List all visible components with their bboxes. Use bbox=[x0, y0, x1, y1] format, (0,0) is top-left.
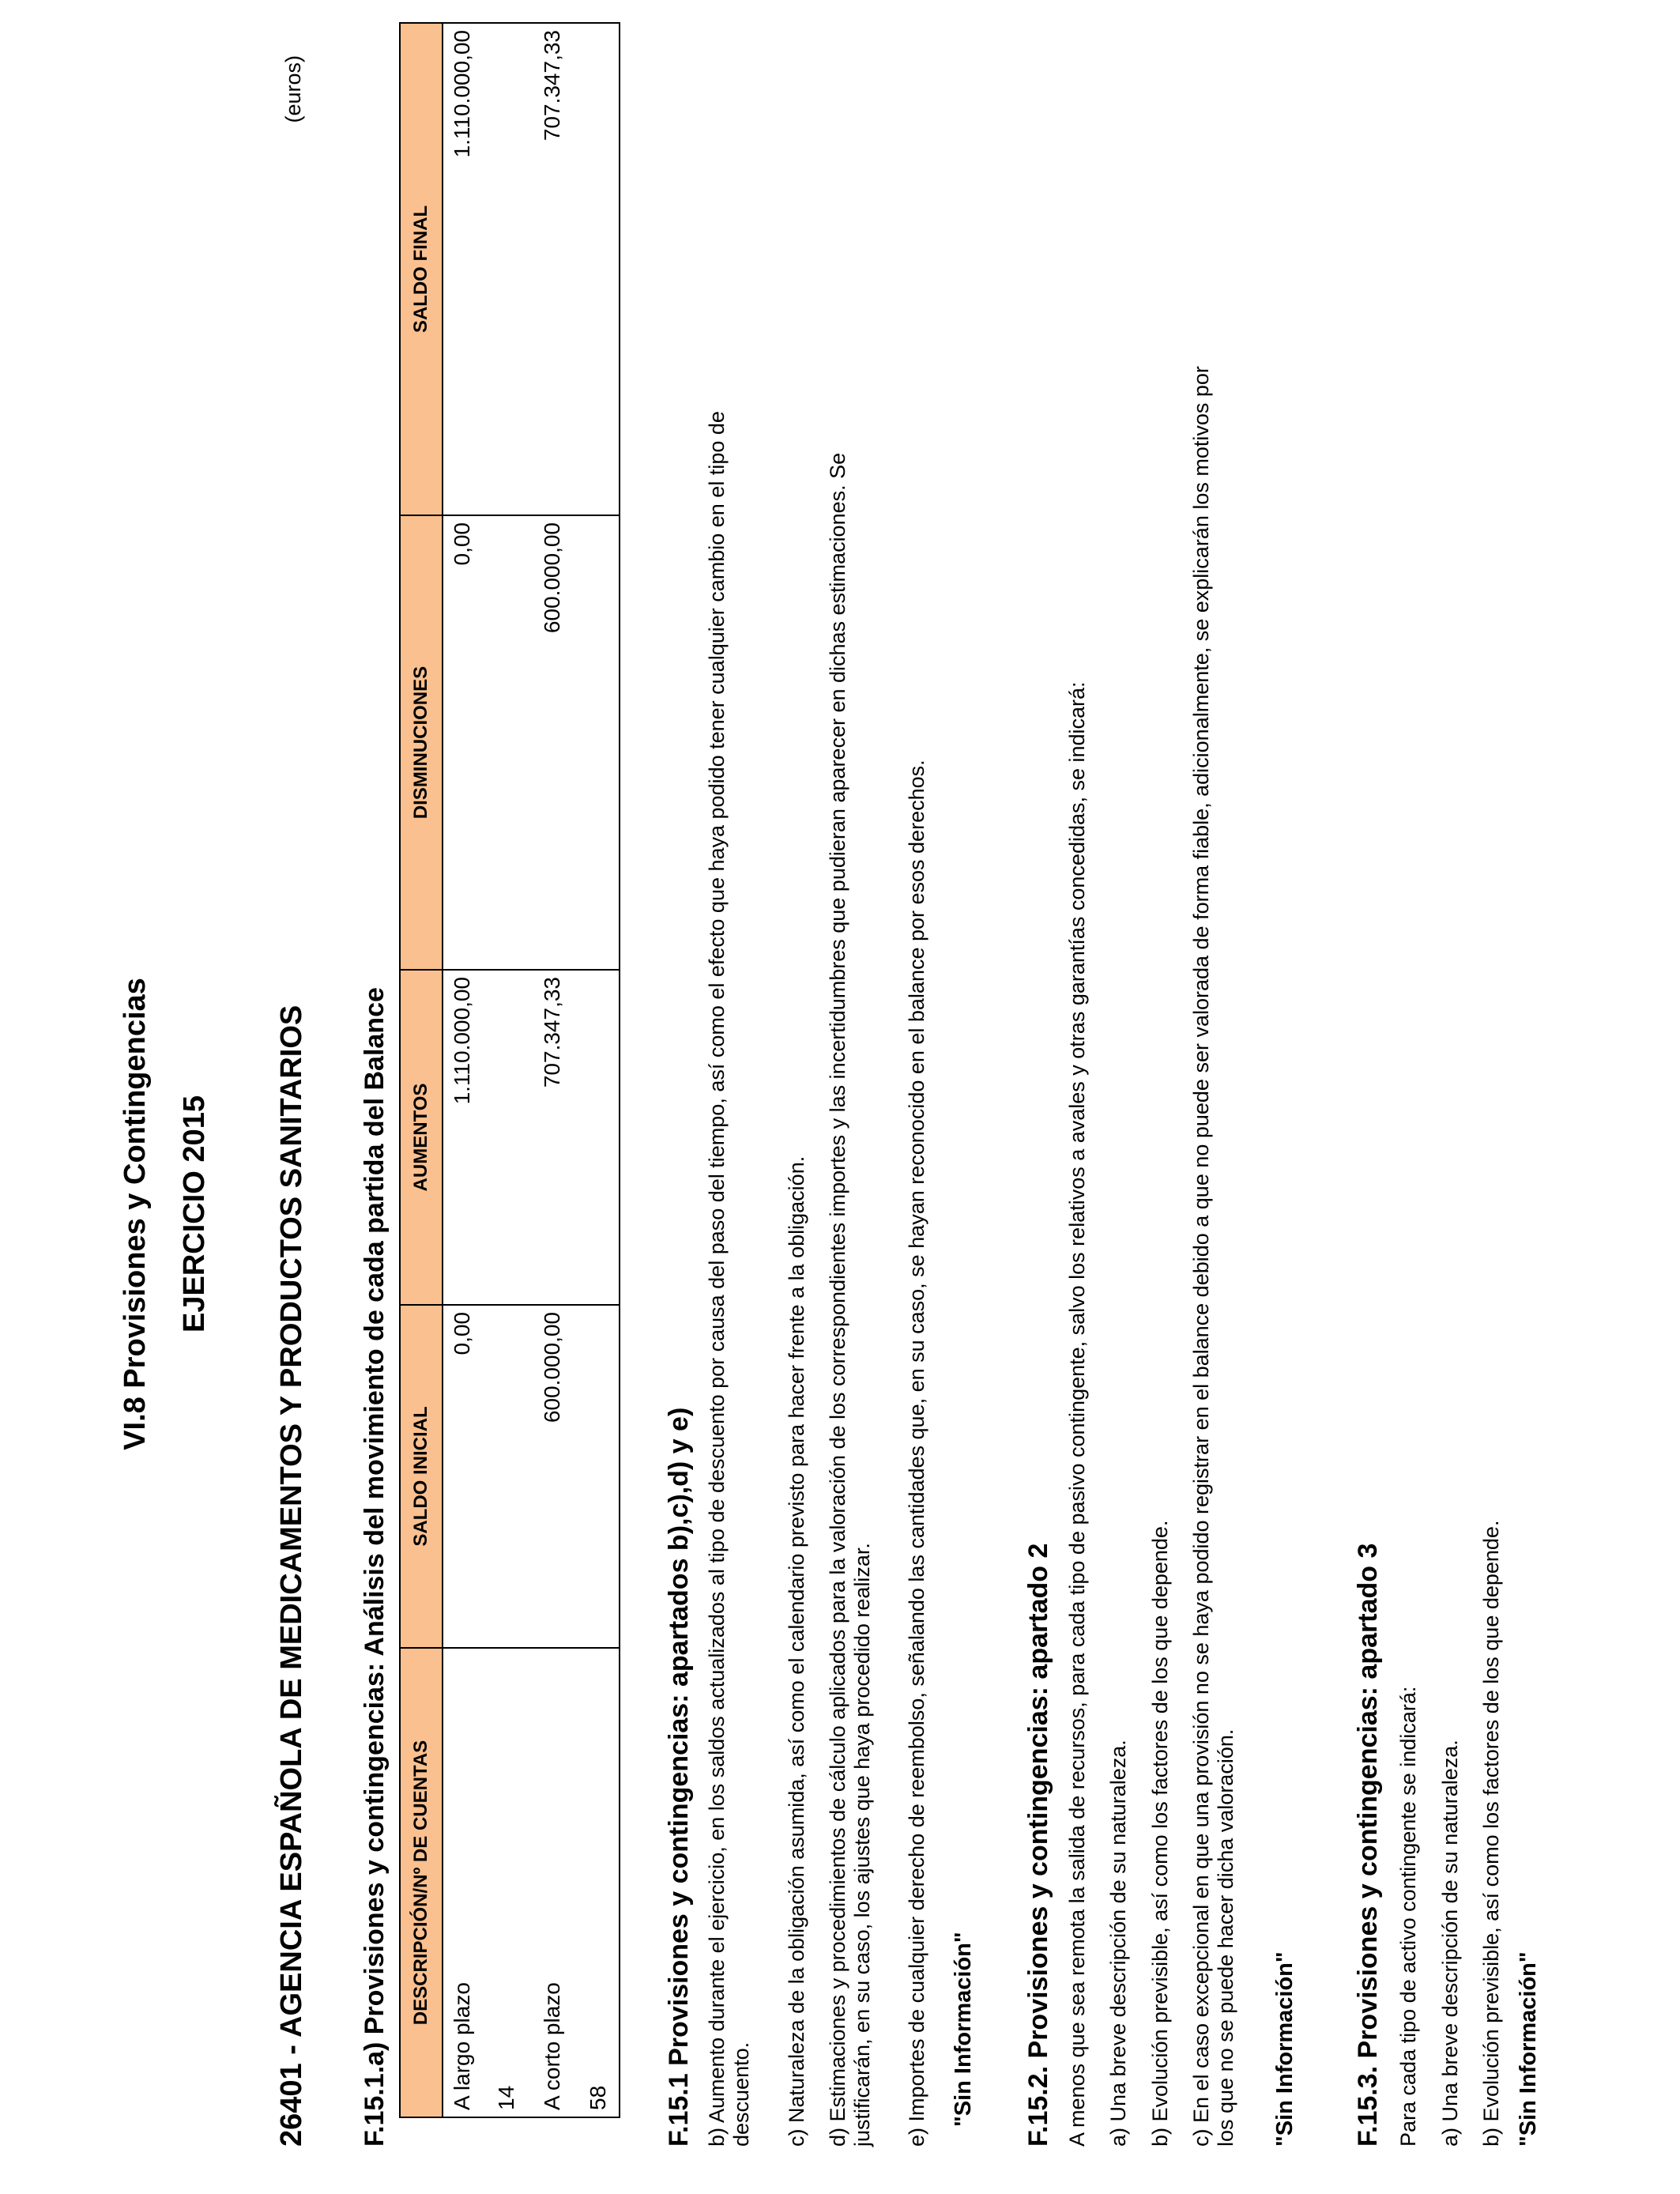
section-b-item-d bbox=[826, 453, 875, 2147]
header-descripcion: DESCRIPCIÓN/Nº DE CUENTAS bbox=[400, 1648, 443, 2117]
section-a-heading: F.15.1.a) Provisiones y contingencias: Análisis del movimiento de cada partida del Balance bbox=[360, 987, 390, 2147]
saldo-final-cell: 1.110.000,00 bbox=[443, 23, 488, 515]
saldo-inicial-cell: 0,00 bbox=[443, 1305, 488, 1648]
section-b-item-c: c) Naturaleza de la obligación asumida, así como el calendario previsto para hacer frente a la obligación. bbox=[785, 1155, 808, 2147]
table-row bbox=[578, 23, 620, 2117]
section-3-no-info: "Sin Información" bbox=[1516, 1951, 1541, 2147]
section-b-item-b bbox=[705, 411, 754, 2147]
aumentos-cell: 707.347,33 bbox=[533, 970, 578, 1305]
section-3-intro: Para cada tipo de activo contingente se indicará: bbox=[1396, 1686, 1420, 2147]
section-b-item-d-line2: justificarán, en su caso, los ajustes que haya procedido realizar. bbox=[850, 1543, 874, 2147]
section-b-item-d-line1: d) Estimaciones y procedimientos de cálculo aplicados para la valoración de los correspondientes importes y las incertidumbres que pudieran aparecer en dichas estimaciones. Se bbox=[826, 452, 849, 2147]
section-2-intro: A menos que sea remota la salida de recursos, para cada tipo de pasivo contingente, salvo los relativos a avales y otras garantías concedidas, se indicará: bbox=[1065, 681, 1089, 2147]
exercise-year: EJERCICIO 2015 bbox=[178, 1095, 211, 1333]
report-title: VI.8 Provisiones y Contingencias bbox=[119, 978, 152, 1450]
section-3-heading: F.15.3. Provisiones y contingencias: apartado 3 bbox=[1353, 1543, 1383, 2147]
section-2-heading: F.15.2. Provisiones y contingencias: apartado 2 bbox=[1023, 1543, 1053, 2147]
table-row bbox=[488, 23, 533, 2117]
section-2-item-b: b) Evolución previsible, así como los factores de los que depende. bbox=[1148, 1520, 1172, 2147]
section-2-item-c-line1: c) En el caso excepcional en que una provisión no se haya podido registrar en el balance debido a que no puede ser valorada de forma fiable, adicionalmente, se explicarán los motivos por bbox=[1189, 366, 1213, 2147]
section-2-item-a: a) Una breve descripción de su naturaleza. bbox=[1106, 1740, 1130, 2147]
header-disminuciones: DISMINUCIONES bbox=[400, 515, 443, 970]
disminuciones-cell: 600.000,00 bbox=[533, 515, 578, 970]
saldo-final-cell: 707.347,33 bbox=[533, 23, 578, 515]
section-b-no-info: "Sin Información" bbox=[951, 1932, 976, 2127]
row-description: A corto plazo bbox=[533, 1648, 578, 2117]
header-saldo-final: SALDO FINAL bbox=[400, 23, 443, 515]
table-row bbox=[443, 23, 488, 2117]
saldo-inicial-cell: 600.000,00 bbox=[533, 1305, 578, 1648]
units-label: (euros) bbox=[281, 55, 305, 123]
aumentos-cell: 1.110.000,00 bbox=[443, 970, 488, 1305]
section-b-item-b-line1: b) Aumento durante el ejercicio, en los saldos actualizados al tipo de descuento por causa del paso del tiempo, así como el efecto que haya podido tener cualquier cambio en el tipo de bbox=[705, 411, 729, 2147]
organization-name: 26401 - AGENCIA ESPAÑOLA DE MEDICAMENTOS Y PRODUCTOS SANITARIOS bbox=[275, 1005, 308, 2147]
section-3-item-b: b) Evolución previsible, así como los factores de los que depende. bbox=[1479, 1520, 1503, 2147]
section-2-item-c-line2: los que no se puede hacer dicha valoración. bbox=[1214, 1728, 1237, 2147]
section-b-item-b-line2: descuento. bbox=[729, 2041, 753, 2147]
movement-table bbox=[399, 22, 620, 2118]
row-account-number: 14 bbox=[488, 1648, 533, 2117]
row-description: A largo plazo bbox=[443, 1648, 488, 2117]
row-account-number: 58 bbox=[578, 1648, 620, 2117]
header-saldo-inicial: SALDO INICIAL bbox=[400, 1305, 443, 1648]
disminuciones-cell: 0,00 bbox=[443, 515, 488, 970]
table-row bbox=[533, 23, 578, 2117]
section-b-item-e: e) Importes de cualquier derecho de reembolso, señalando las cantidades que, en su caso, se hayan reconocido en el balance por esos derechos. bbox=[905, 760, 929, 2147]
section-3-item-a: a) Una breve descripción de su naturaleza. bbox=[1438, 1740, 1462, 2147]
section-2-item-c bbox=[1189, 366, 1238, 2147]
section-2-no-info: "Sin Información" bbox=[1272, 1951, 1298, 2147]
section-b-heading: F.15.1 Provisiones y contingencias: apartados b),c),d) y e) bbox=[664, 1407, 694, 2147]
header-aumentos: AUMENTOS bbox=[400, 970, 443, 1305]
